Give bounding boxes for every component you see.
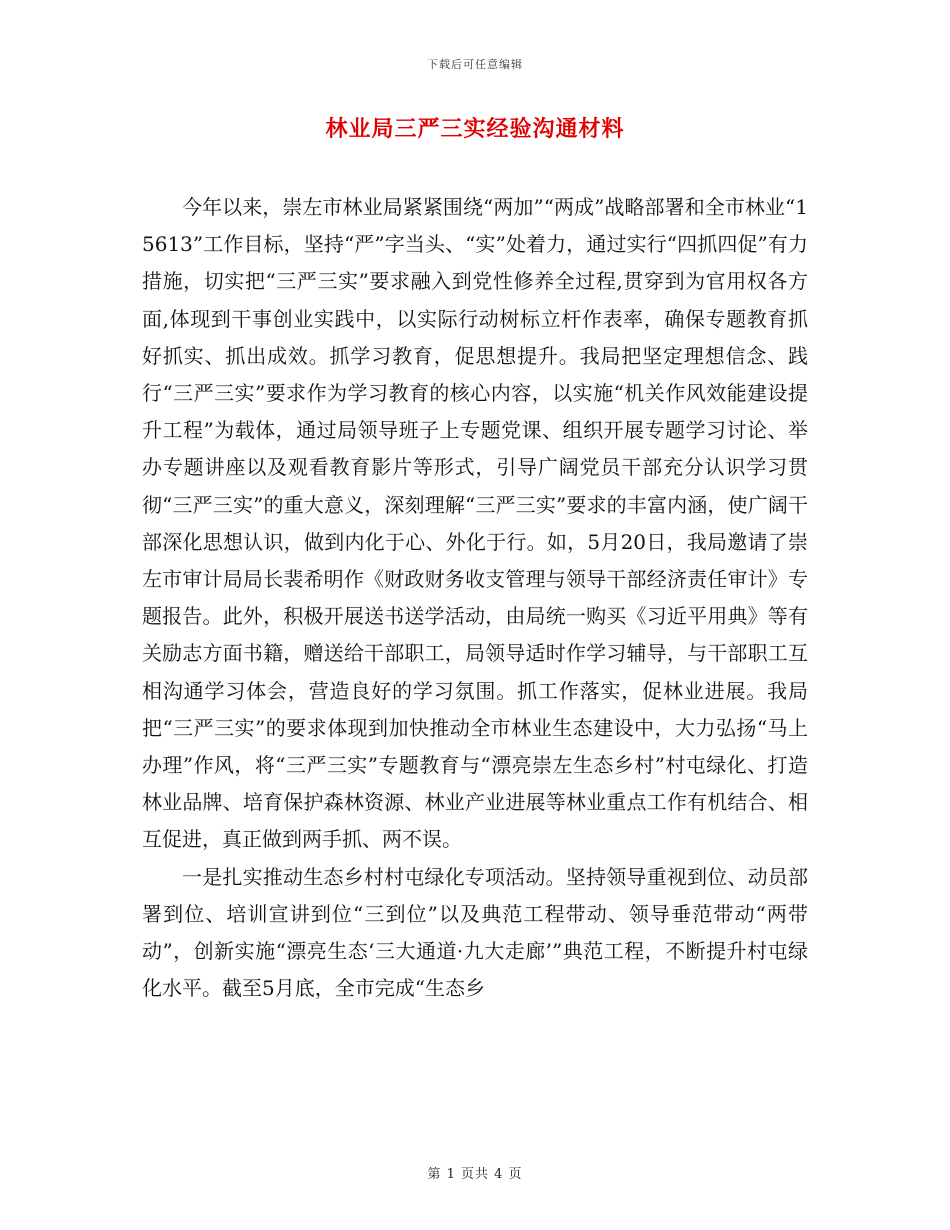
document-body [142,189,808,1007]
paragraph-2: 一是扎实推动生态乡村村屯绿化专项活动。坚持领导重视到位、动员部署到位、培训宣讲到位“三到位”以及典范工程带动、领导垂范带动“两带动”，创新实施“漂亮生态‘三大通道·九大走廊’”典范工程，不断提升村屯绿化水平。截至5月底，全市完成“生态乡 [142,864,808,1001]
header-note: 下载后可任意编辑 [427,58,523,71]
page-footer: 第 1 页共 4 页 [427,1167,523,1182]
document-title: 林业局三严三实经验沟通材料 [325,116,625,142]
paragraph-1: 今年以来，崇左市林业局紧紧围绕“两加”“两成”战略部署和全市林业“15613”工作目标，坚持“严”字当头、“实”处着力，通过实行“四抓四促”有力措施，切实把“三严三实”要求融入到党性修养全过程,贯穿到为官用权各方面,体现到干事创业实践中，以实际行动树标立杆作表率，确保专题教育抓好抓实、抓出成效。抓学习教育，促思想提升。我局把坚定理想信念、践行“三严三实”要求作为学习教育的核心内容，以实施“机关作风效能建设提升工程”为载体，通过局领导班子上专题党课、组织开展专题学习讨论、举办专题讲座以及观看教育影片等形式，引导广阔党员干部充分认识学习贯彻“三严三实”的重大意义，深刻理解“三严三实”要求的丰富内涵，使广阔干部深化思想认识，做到内化于心、外化于行。如，5月20日，我局邀请了崇左市审计局局长裴希明作《财政财务收支管理与领导干部经济责任审计》专题报告。此外，积极开展送书送学活动，由局统一购买《习近平用典》等有关励志方面书籍，赠送给干部职工，局领导适时作学习辅导，与干部职工互相沟通学习体会，营造良好的学习氛围。抓工作落实，促林业进展。我局把“三严三实”的要求体现到加快推动全市林业生态建设中，大力弘扬“马上办理”作风，将“三严三实”专题教育与“漂亮崇左生态乡村”村屯绿化、打造林业品牌、培育保护森林资源、林业产业进展等林业重点工作有机结合、相互促进，真正做到两手抓、两不误。 [142,195,808,852]
